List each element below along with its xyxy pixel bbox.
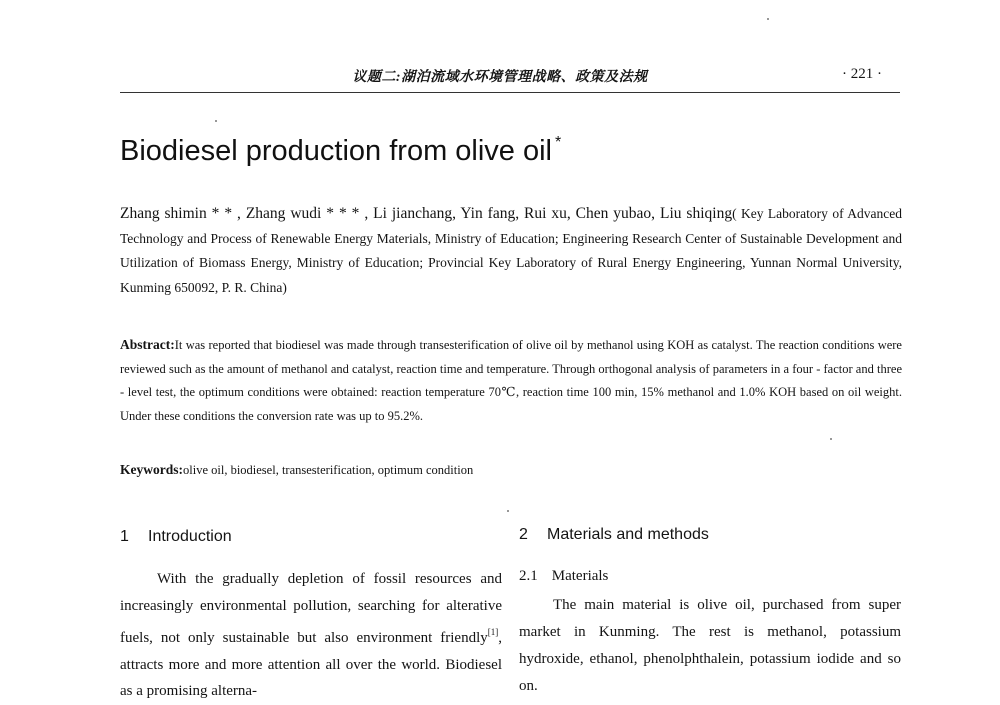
paper-title (120, 134, 561, 168)
citation-ref: [1] (487, 627, 499, 637)
section-title: Materials and methods (547, 526, 709, 543)
materials-paragraph (519, 592, 901, 700)
abstract (120, 333, 902, 428)
section-number: 2 (519, 526, 528, 543)
section-title: Introduction (148, 528, 232, 545)
subsection-heading-materials (519, 568, 608, 585)
paper-title-text: Biodiesel production from olive oil (120, 135, 552, 167)
materials-text: The main material is olive oil, purchased from super market in Kunming. The rest is methanol, potassium hydroxide, ethanol, phenolphthalein, potassium iodide and so on. (519, 597, 901, 694)
subsection-number: 2.1 (519, 568, 538, 584)
author-block (120, 202, 902, 300)
intro-text: With the gradually depletion of fossil resources and increasingly environmental pollution, searching for alterative fuels, not only sustainable but also environment friendly (120, 571, 502, 646)
page-number: · 221 · (842, 66, 882, 82)
scan-speck (830, 438, 832, 440)
section-heading-introduction (120, 528, 232, 546)
section-number: 1 (120, 528, 129, 545)
header-rule (120, 92, 900, 93)
running-header-title: 议题二:湖泊流域水环境管理战略、政策及法规 (352, 70, 648, 85)
abstract-label: Abstract: (120, 337, 175, 352)
subsection-title: Materials (551, 568, 609, 584)
scan-speck (767, 18, 769, 20)
introduction-paragraph (120, 566, 502, 705)
keywords-text: olive oil, biodiesel, transesterification, optimum condition (183, 463, 474, 477)
title-footnote-mark: * (555, 134, 562, 151)
scan-speck (507, 510, 509, 512)
keywords-label: Keywords: (120, 462, 183, 477)
author-affiliation: ( Key Laboratory of Advanced Technology and Process of Renewable Energy Materials, Ministry of Education; Engineering Research Center of Sustainable Development and Utilization of Biomass Energy, Ministry of Education; Provincial Key Laboratory of Rural Energy Engineering, Yunnan Normal University, Kunming 650092, P. R. China) (120, 206, 902, 295)
intro-text-continued: , attracts more and more attention all over the world. Biodiesel as a promising alterna- (120, 630, 502, 699)
section-heading-materials-methods (519, 526, 709, 544)
author-names: Zhang shimin * * , Zhang wudi * * * , Li jianchang, Yin fang, Rui xu, Chen yubao, Liu shiqing (120, 205, 733, 222)
abstract-text: It was reported that biodiesel was made through transesterification of olive oil by methanol using KOH as catalyst. The reaction conditions were reviewed such as the amount of methanol and catalyst, reaction time and temperature. Through orthogonal analysis of parameters in a four - factor and three - level test, the optimum conditions were obtained: reaction temperature 70℃, reaction time 100 min, 15% methanol and 1.0% KOH based on oil weight. Under these conditions the conversion rate was up to 95.2%. (120, 338, 902, 423)
scan-speck (215, 120, 217, 122)
keywords (120, 458, 902, 482)
